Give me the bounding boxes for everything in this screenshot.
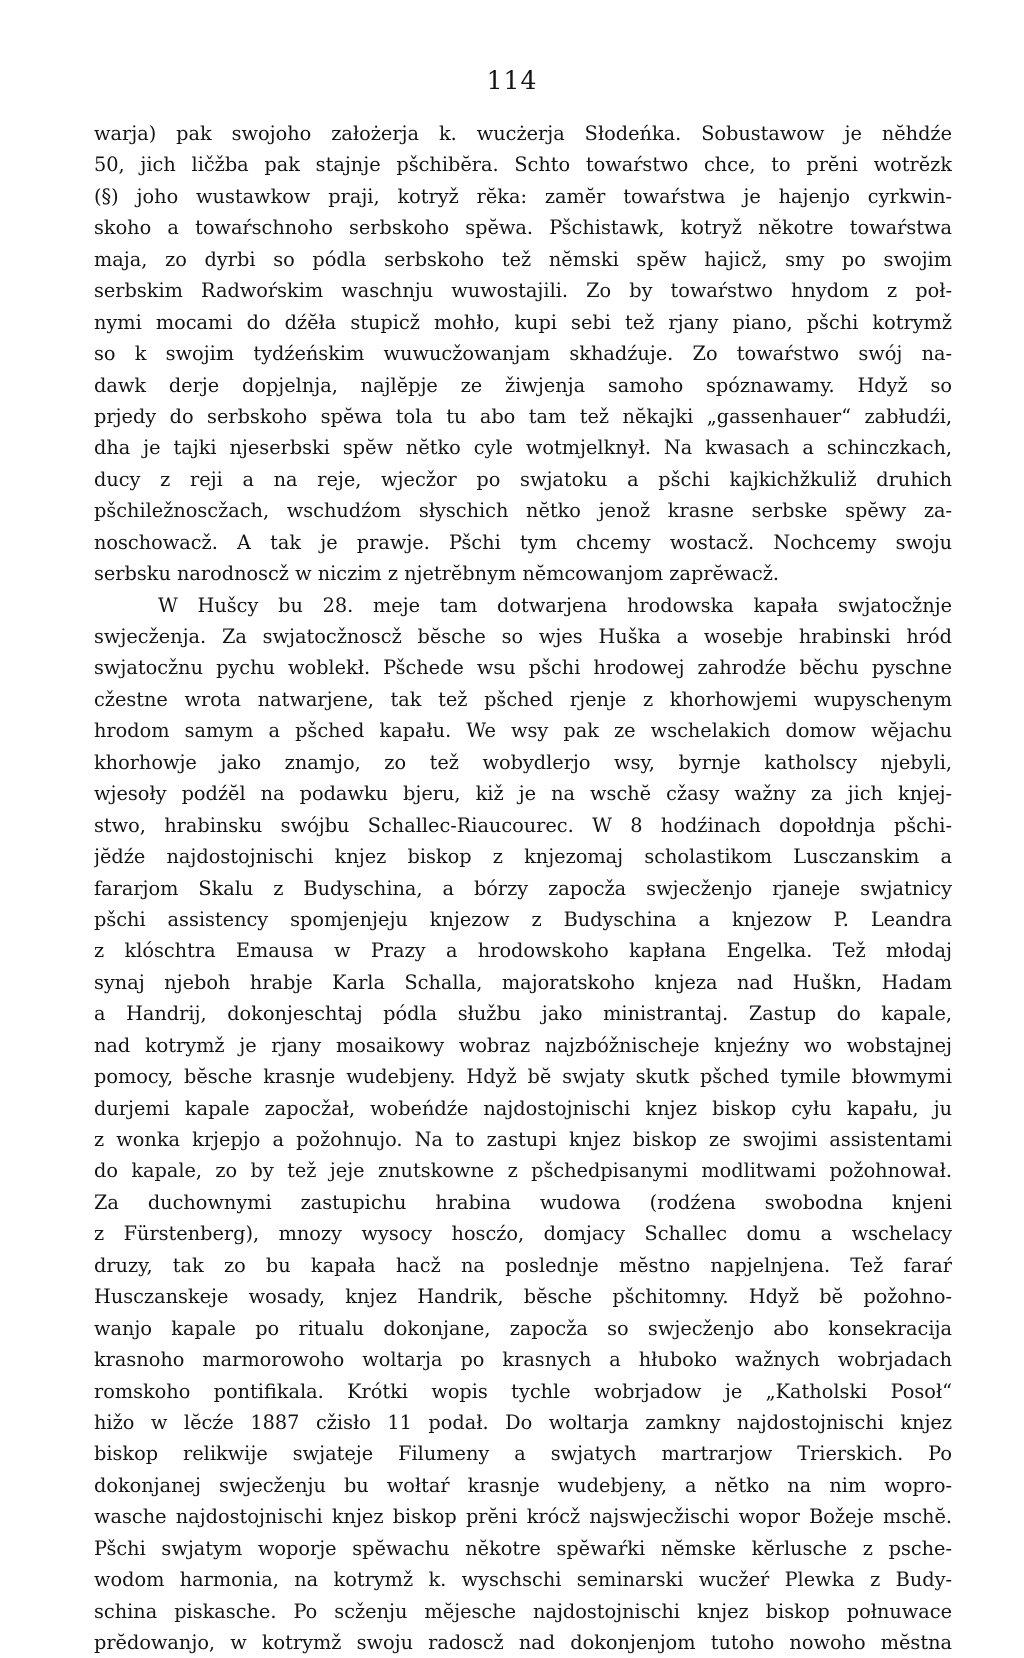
text-line: z Fürstenberg), mnozy wysocy hoscźo, domjacy Schallec domu a wschelacy	[94, 1222, 952, 1246]
text-line: dha je tajki njeserbski spĕw nĕtko cyle wotmjelknył. Na kwasach a schinczkach,	[94, 436, 952, 460]
text-line: do kapale, zo by tež jeje znutskowne z pšchedpisanymi modlitwami požohnował.	[94, 1159, 952, 1183]
body-text	[94, 118, 952, 1658]
text-line: synaj njeboh hrabje Karla Schalla, majoratskoho knjeza nad Huškn, Hadam	[94, 970, 952, 994]
page-number: 114	[486, 66, 538, 95]
text-line: skoho a towaŕschnoho serbskoho spĕwa. Pšchistawk, kotryž nĕkotre towaŕstwa	[94, 216, 952, 240]
text-line: serbskim Radwoŕskim waschnju wuwostajili. Zo by towaŕstwo hnydom z poł-	[94, 279, 952, 303]
text-line: dawk derje dopjelnja, najlĕpje ze žiwjenja samoho spóznawamy. Hdyž so	[94, 373, 952, 397]
text-line: warja) pak swojoho założerja k. wucżerja Słodeńka. Sobustawow je nĕhdźe	[94, 122, 952, 145]
text-line: 50, jich ličžba pak stajnje pšchibĕra. Schto towaŕstwo chce, to prĕni wotrĕzk	[94, 153, 952, 177]
text-line: biskop relikwije swjateje Filumeny a swjatych martrarjow Trierskich. Po	[94, 1442, 952, 1466]
text-line: jĕdźe najdostojnischi knjez biskop z knjezomaj scholastikom Lusczanskim a	[94, 845, 952, 869]
text-line: wasche najdostojnischi knjez biskop prĕni krócž najswjecžischi wopor Božeje mschĕ.	[94, 1505, 952, 1529]
text-line: ducy z reji a na reje, wjecžor po swjatoku a pšchi kajkichžkuliž druhich	[94, 467, 952, 491]
text-line: so k swojim tydźeńskim wuwucžowanjam skhadźuje. Zo towaŕstwo swój na-	[94, 342, 952, 366]
text-line: wjesoły podźĕl na podawku bjeru, kiž je na wschĕ cžasy wažny za jich knjej-	[94, 782, 952, 806]
text-line: schina piskasche. Po scženju mĕjesche najdostojnischi knjez biskop połnuwace	[94, 1599, 952, 1623]
text-line: prĕdowanjo, w kotrymž swoju radoscž nad dokonjenjom tutoho nowoho mĕstna	[94, 1631, 952, 1654]
text-line: krasnoho marmorowoho woltarja po krasnych a hłuboko wažnych wobrjadach	[94, 1348, 952, 1372]
text-line: romskoho pontifikala. Krótki wopis tychle wobrjadow je „Katholski Posoł“	[94, 1379, 952, 1403]
text-line: druzy, tak zo bu kapała hacž na poslednje mĕstno napjelnjena. Tež faraŕ	[94, 1253, 952, 1277]
text-line: z klóschtra Emausa w Prazy a hrodowskoho kapłana Engelka. Tež młodaj	[94, 939, 952, 963]
text-line: Pšchi swjatym woporje spĕwachu nĕkotre spĕwaŕki nĕmske kĕrlusche z psche-	[94, 1536, 952, 1560]
text-line: hrodom samym a pšched kapału. We wsy pak ze wschelakich domow wĕjachu	[94, 719, 952, 743]
text-line: noschowacž. A tak je prawje. Pšchi tym chcemy wostacž. Nochcemy swoju	[94, 530, 952, 554]
text-line: swjatocžnu pychu woblekł. Pšchede wsu pšchi hrodowej zahrodźe bĕchu pyschne	[94, 656, 952, 680]
text-line: (§) joho wustawkow praji, kotryž rĕka: zamĕr towaŕstwa je hajenjo cyrkwin-	[94, 184, 952, 208]
text-line: wodom harmonia, na kotrymž k. wyschschi seminarski wucžeŕ Plewka z Budy-	[94, 1568, 952, 1592]
text-line: dokonjanej swjecženju bu wołtaŕ krasnje wudebjeny, a nĕtko na nim wopro-	[94, 1473, 952, 1497]
text-line: stwo, hrabinsku swójbu Schallec-Riaucourec. W 8 hodźinach dopołdnja pšchi-	[94, 813, 952, 837]
text-line: pšchi assistency spomjenjeju knjezow z Budyschina a knjezow P. Leandra	[94, 907, 952, 931]
text-line: fararjom Skalu z Budyschina, a bórzy zapocža swjecženjo rjaneje swjatnicy	[94, 876, 952, 900]
text-line: z wonka krjepjo a požohnujo. Na to zastupi knjez biskop ze swojimi assistentami	[94, 1128, 952, 1151]
text-line: swjecženja. Za swjatocžnoscž bĕsche so wjes Huška a wosebje hrabinski hród	[94, 625, 952, 648]
text-line: khorhowje jako znamjo, zo tež wobydlerjo wsy, byrnje katholscy njebyli,	[94, 750, 952, 774]
text-line: Husczanskeje wosady, knjez Handrik, bĕsche pšchitomny. Hdyž bĕ požohno-	[94, 1285, 952, 1309]
text-line: pomocy, bĕsche krasnje wudebjeny. Hdyž bĕ swjaty skutk pšched tymile błowmymi	[94, 1065, 952, 1089]
text-line: W Hušcy bu 28. meje tam dotwarjena hrodowska kapała swjatocžnje	[158, 593, 952, 617]
text-line: durjemi kapale zapocžał, wobeńdźe najdostojnischi knjez biskop cyłu kapału, ju	[94, 1096, 952, 1120]
text-line: nymi mocami do dźĕła stupicž mohło, kupi sebi tež rjany piano, pšchi kotrymž	[94, 310, 952, 334]
text-line: Za duchownymi zastupichu hrabina wudowa (rodźena swobodna knjeni	[94, 1190, 952, 1214]
text-line: a Handrij, dokonjeschtaj pódla słužbu jako ministrantaj. Zastup do kapale,	[94, 1002, 952, 1026]
text-line: pšchiležnoscžach, wschudźom słyschich nĕtko jenož krasne serbske spĕwy za-	[94, 499, 952, 523]
text-line: maja, zo dyrbi so pódla serbskoho tež nĕmski spĕw hajicž, smy po swojim	[94, 247, 952, 271]
text-line: cžestne wrota natwarjene, tak tež pšched rjenje z khorhowjemi wupyschenym	[94, 687, 952, 711]
text-line: nad kotrymž je rjany mosaikowy wobraz najzbóžnischeje knjeźny wo wobstajnej	[94, 1033, 952, 1057]
text-line: hižo w lĕcźe 1887 cžisło 11 podał. Do woltarja zamkny najdostojnischi knjez	[94, 1410, 952, 1434]
text-line: wanjo kapale po ritualu dokonjane, zapocža so swjecženjo abo konsekracija	[94, 1316, 952, 1340]
text-line: prjedy do serbskoho spĕwa tola tu abo tam tež nĕkajki „gassenhauer“ zabłudźi,	[94, 404, 952, 428]
text-line: serbsku narodnoscž w niczim z njetrĕbnym nĕmcowanjom zaprĕwacž.	[94, 562, 780, 586]
